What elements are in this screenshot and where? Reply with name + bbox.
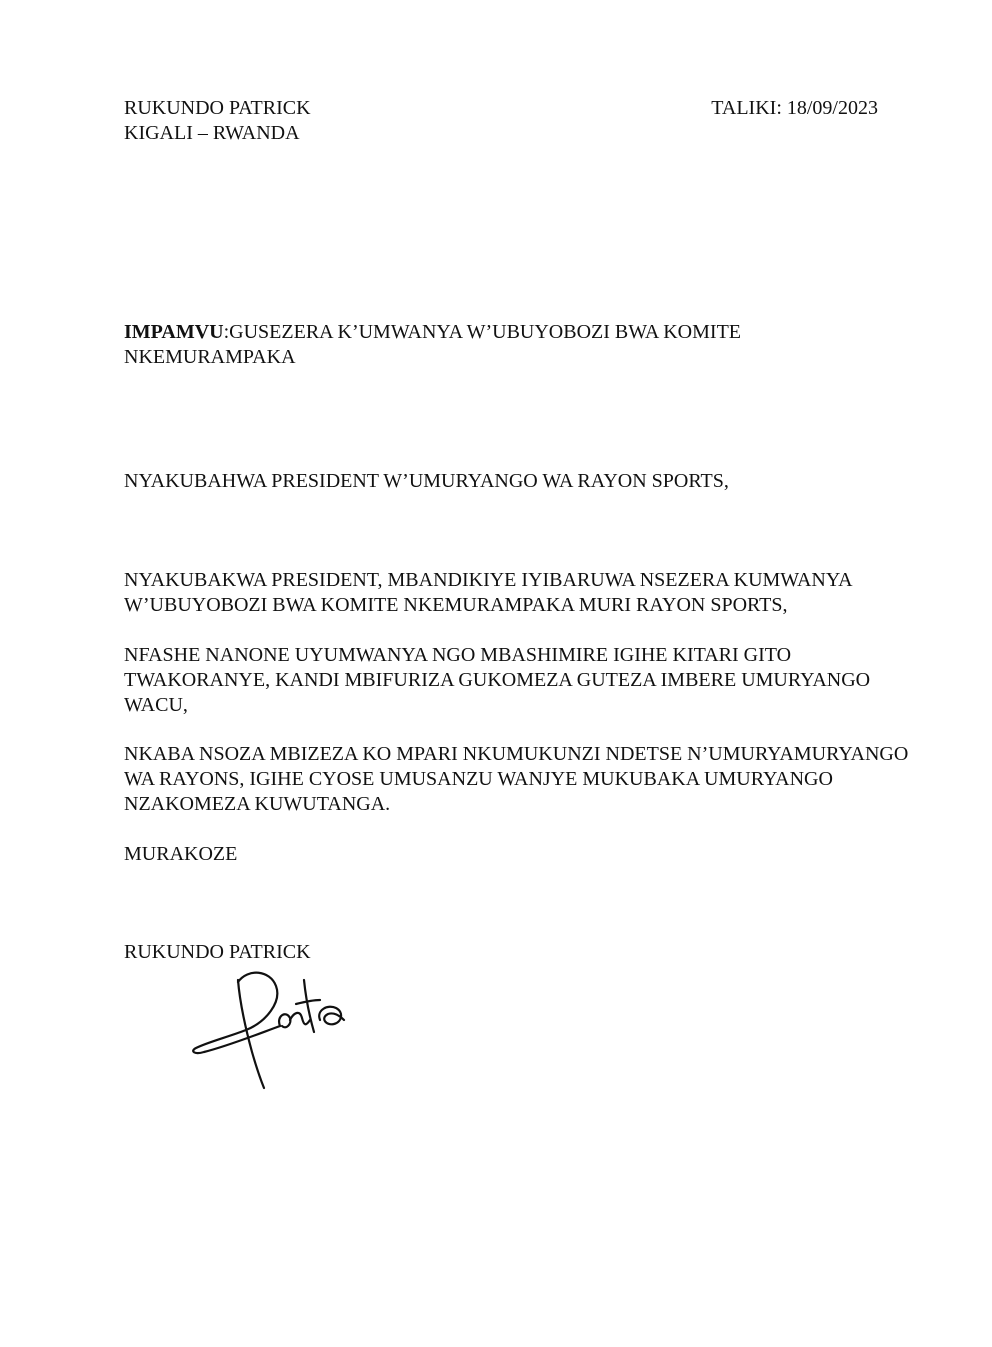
subject: [124, 320, 894, 370]
paragraph-1: [124, 568, 894, 618]
paragraph-line: W’UBUYOBOZI BWA KOMITE NKEMURAMPAKA MURI RAYON SPORTS,: [124, 594, 788, 616]
paragraph-line: NFASHE NANONE UYUMWANYA NGO MBASHIMIRE IGIHE KITARI GITO: [124, 644, 792, 666]
subject-text: :GUSEZERA K’UMWANYA W’UBUYOBOZI BWA KOMITE: [223, 321, 742, 343]
paragraph-line: WA RAYONS, IGIHE CYOSE UMUSANZU WANJYE MUKUBAKA UMURYANGO: [124, 768, 833, 790]
subject-label: IMPAMVU: [124, 321, 224, 343]
signer-name: RUKUNDO PATRICK: [124, 941, 311, 963]
paragraph-2: [124, 643, 894, 718]
paragraph-3: [124, 742, 909, 817]
closing: MURAKOZE: [124, 843, 238, 865]
handwritten-signature-icon: [188, 960, 358, 1095]
paragraph-line: NZAKOMEZA KUWUTANGA.: [124, 793, 391, 815]
letter-date: TALIKI: 18/09/2023: [711, 97, 878, 119]
sender-location: KIGALI – RWANDA: [124, 122, 300, 144]
subject-line-1: [124, 320, 894, 345]
paragraph-line: NKABA NSOZA MBIZEZA KO MPARI NKUMUKUNZI NDETSE N’UMURYAMURYANGO: [124, 743, 909, 765]
subject-line-2: NKEMURAMPAKA: [124, 346, 296, 368]
salutation: NYAKUBAHWA PRESIDENT W’UMURYANGO WA RAYON SPORTS,: [124, 470, 729, 492]
paragraph-line: WACU,: [124, 694, 188, 716]
paragraph-line: TWAKORANYE, KANDI MBIFURIZA GUKOMEZA GUTEZA IMBERE UMURYANGO: [124, 669, 871, 691]
paragraph-line: NYAKUBAKWA PRESIDENT, MBANDIKIYE IYIBARUWA NSEZERA KUMWANYA: [124, 569, 853, 591]
sender-name: RUKUNDO PATRICK: [124, 97, 311, 119]
